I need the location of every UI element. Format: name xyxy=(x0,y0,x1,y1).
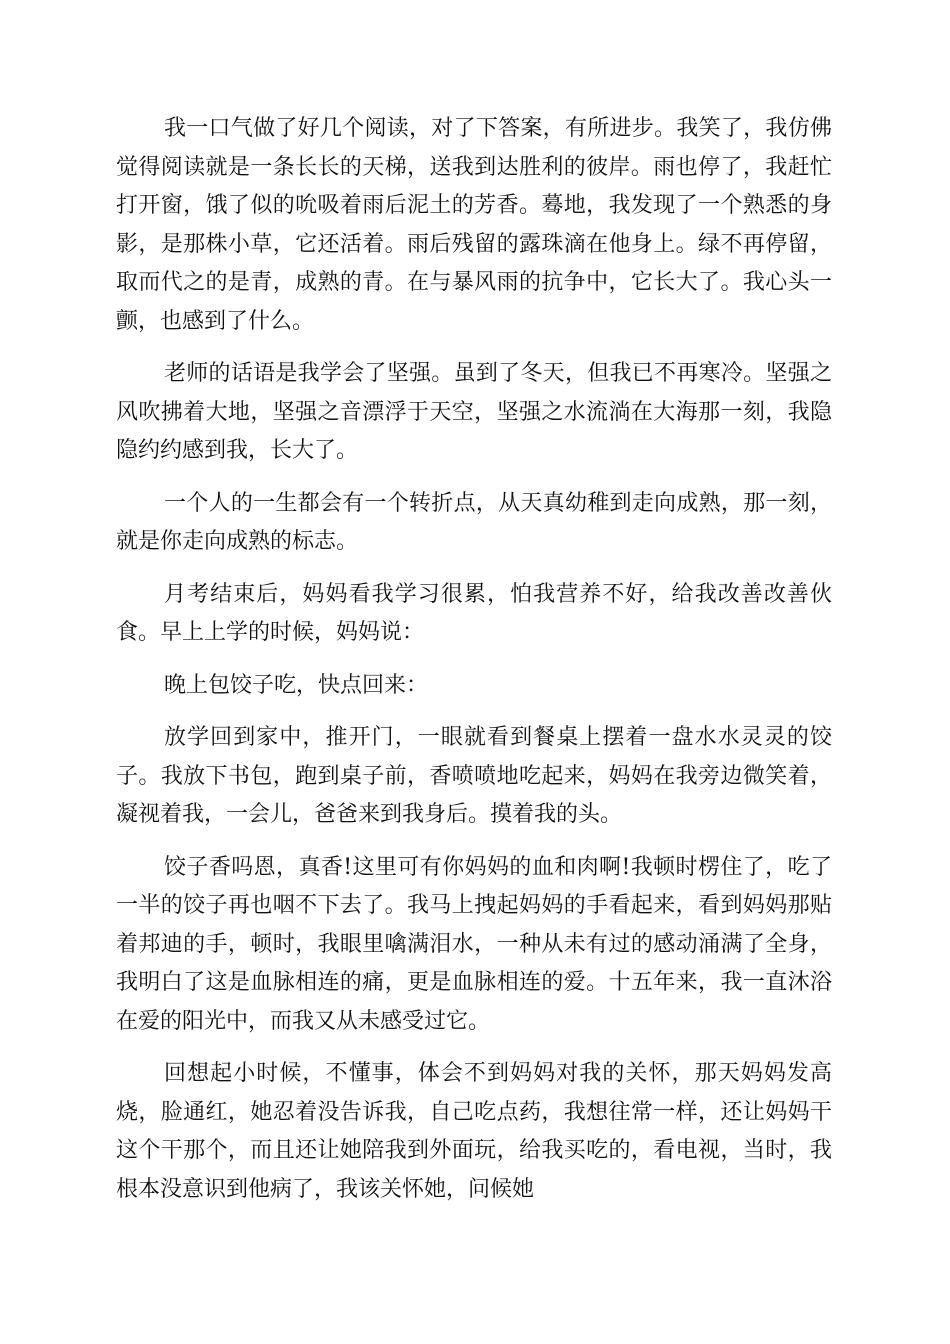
paragraph-8: 回想起小时候，不懂事，体会不到妈妈对我的关怀，那天妈妈发高烧，脸通红，她忍着没告诉我，自己吃点药，我想往常一样，还让妈妈干这个干那个，而且还让她陪我到外面玩，给我买吃的，看电视，当时，我根本没意识到他病了，我该关怀她，问候她 xyxy=(116,1061,832,1202)
paragraph-3: 一个人的一生都会有一个转折点，从天真幼稚到走向成熟，那一刻，就是你走向成熟的标志。 xyxy=(116,490,832,554)
paragraph-6: 放学回到家中，推开门，一眼就看到餐桌上摆着一盘水水灵灵的饺子。我放下书包，跑到桌子前，香喷喷地吃起来，妈妈在我旁边微笑着，凝视着我，一会儿，爸爸来到我身后。摸着我的头。 xyxy=(116,725,832,827)
paragraph-2: 老师的话语是我学会了坚强。虽到了冬天，但我已不再寒冷。坚强之风吹拂着大地，坚强之音漂浮于天空，坚强之水流淌在大海那一刻，我隐隐约约感到我，长大了。 xyxy=(116,361,832,463)
document-body xyxy=(116,110,832,1223)
paragraph-5: 晚上包饺子吃，快点回来： xyxy=(164,672,429,698)
paragraph-7: 饺子香吗恩，真香!这里可有你妈妈的血和肉啊!我顿时楞住了，吃了一半的饺子再也咽不下去了。我马上拽起妈妈的手看起来，看到妈妈那贴着邦迪的手，顿时，我眼里噙满泪水，一种从未有过的感动涌满了全身，我明白了这是血脉相连的痛，更是血脉相连的爱。十五年来，我一直沐浴在爱的阳光中，而我又从未感受过它。 xyxy=(116,854,832,1034)
paragraph-1: 我一口气做了好几个阅读，对了下答案，有所进步。我笑了，我仿佛觉得阅读就是一条长长的天梯，送我到达胜利的彼岸。雨也停了，我赶忙打开窗，饿了似的吮吸着雨后泥土的芳香。蓦地，我发现了一个熟悉的身影，是那株小草，它还活着。雨后残留的露珠滴在他身上。绿不再停留，取而代之的是青，成熟的青。在与暴风雨的抗争中，它长大了。我心头一颤，也感到了什么。 xyxy=(116,116,832,334)
paragraph-4: 月考结束后，妈妈看我学习很累，怕我营养不好，给我改善改善伙食。早上上学的时候，妈妈说： xyxy=(116,581,832,645)
